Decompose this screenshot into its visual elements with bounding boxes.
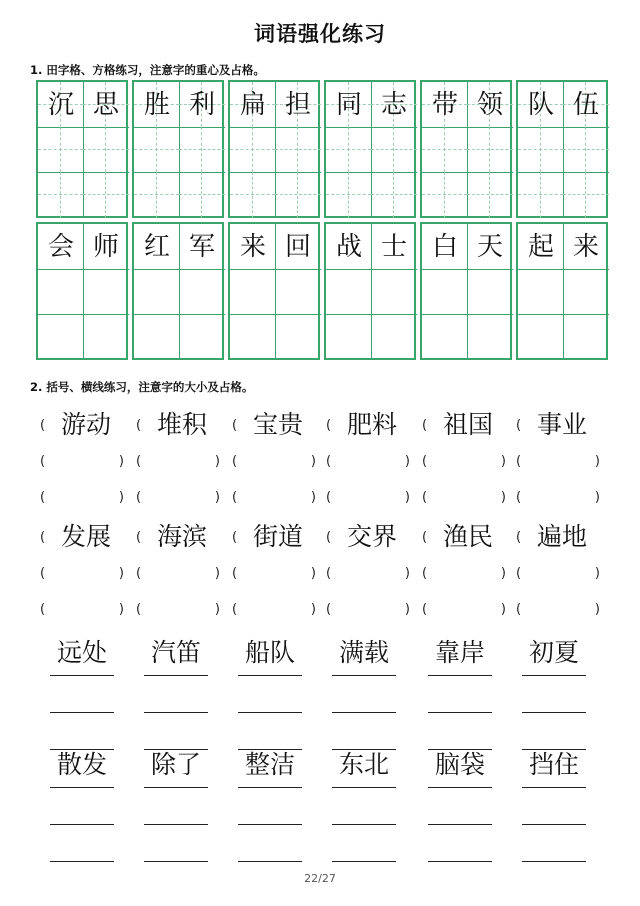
writing-cell[interactable] bbox=[230, 172, 276, 218]
paren-blank-item[interactable] bbox=[232, 480, 320, 516]
practice-word: 祖国 bbox=[442, 410, 493, 439]
practice-word: 海滨 bbox=[156, 522, 207, 551]
paren-word-item bbox=[232, 520, 320, 556]
section2-heading: 2. 括号、横线练习，注意字的大小及占格。 bbox=[30, 380, 254, 394]
underline-blank-item[interactable] bbox=[428, 822, 492, 862]
left-paren: ( bbox=[136, 454, 142, 469]
practice-word: 船队 bbox=[244, 638, 295, 667]
writing-cell[interactable] bbox=[179, 172, 225, 218]
underline-blank-item[interactable] bbox=[428, 673, 492, 713]
left-paren: ( bbox=[136, 602, 142, 617]
underline-blank-item[interactable] bbox=[522, 710, 586, 750]
left-paren: ( bbox=[136, 418, 142, 433]
underline-word-item bbox=[144, 636, 208, 676]
left-paren: ( bbox=[40, 454, 46, 469]
practice-word: 东北 bbox=[338, 750, 389, 779]
writing-cell[interactable] bbox=[467, 269, 513, 315]
writing-cell[interactable] bbox=[179, 269, 225, 315]
writing-cell[interactable] bbox=[422, 269, 468, 315]
left-paren: ( bbox=[136, 566, 142, 581]
right-paren: ) bbox=[118, 566, 124, 581]
paren-word-item bbox=[40, 520, 128, 556]
right-paren: ) bbox=[500, 490, 506, 505]
writing-cell[interactable] bbox=[326, 314, 372, 360]
underline-blank-item[interactable] bbox=[238, 673, 302, 713]
right-paren: ) bbox=[404, 454, 410, 469]
practice-word: 整洁 bbox=[244, 750, 295, 779]
paren-blank-item[interactable] bbox=[422, 444, 510, 480]
writing-cell[interactable] bbox=[467, 127, 513, 173]
right-paren: ) bbox=[214, 454, 220, 469]
paren-blank-item[interactable] bbox=[136, 556, 224, 592]
practice-word: 发展 bbox=[60, 522, 111, 551]
paren-blank-item[interactable] bbox=[40, 444, 128, 480]
writing-cell[interactable] bbox=[326, 172, 372, 218]
practice-grid-group bbox=[36, 80, 128, 218]
model-character: 胜 bbox=[143, 90, 170, 120]
practice-word: 散发 bbox=[56, 750, 107, 779]
model-character: 领 bbox=[476, 90, 503, 120]
practice-grid-group bbox=[516, 80, 608, 218]
underline-blank-item[interactable] bbox=[332, 710, 396, 750]
paren-blank-item[interactable] bbox=[232, 556, 320, 592]
writing-cell[interactable] bbox=[275, 269, 321, 315]
underline-word-item bbox=[332, 636, 396, 676]
practice-word: 初夏 bbox=[528, 638, 579, 667]
writing-cell[interactable] bbox=[518, 172, 564, 218]
left-paren: ( bbox=[516, 602, 522, 617]
paren-blank-item[interactable] bbox=[516, 556, 604, 592]
left-paren: ( bbox=[326, 602, 332, 617]
paren-word-item bbox=[40, 408, 128, 444]
practice-grid-group bbox=[420, 222, 512, 360]
underline-blank-item[interactable] bbox=[144, 822, 208, 862]
underline-blank-item[interactable] bbox=[522, 673, 586, 713]
right-paren: ) bbox=[214, 490, 220, 505]
underline-word-item bbox=[428, 636, 492, 676]
paren-word-item bbox=[232, 408, 320, 444]
paren-word-item bbox=[422, 408, 510, 444]
model-character: 利 bbox=[188, 90, 215, 120]
left-paren: ( bbox=[40, 566, 46, 581]
writing-cell[interactable] bbox=[371, 172, 417, 218]
writing-cell[interactable] bbox=[38, 314, 84, 360]
paren-blank-item[interactable] bbox=[136, 592, 224, 628]
left-paren: ( bbox=[232, 530, 238, 545]
right-paren: ) bbox=[118, 602, 124, 617]
writing-cell[interactable] bbox=[230, 314, 276, 360]
practice-word: 宝贵 bbox=[252, 410, 303, 439]
underline-blank-item[interactable] bbox=[144, 673, 208, 713]
left-paren: ( bbox=[422, 490, 428, 505]
paren-blank-item[interactable] bbox=[40, 556, 128, 592]
writing-cell[interactable] bbox=[134, 269, 180, 315]
practice-word: 渔民 bbox=[442, 522, 493, 551]
right-paren: ) bbox=[500, 454, 506, 469]
model-character: 伍 bbox=[572, 90, 599, 120]
practice-word: 靠岸 bbox=[434, 638, 485, 667]
right-paren: ) bbox=[310, 490, 316, 505]
model-character: 师 bbox=[92, 232, 119, 262]
model-character: 回 bbox=[284, 232, 311, 262]
practice-word: 满载 bbox=[338, 638, 389, 667]
right-paren: ) bbox=[594, 490, 600, 505]
right-paren: ) bbox=[404, 602, 410, 617]
paren-blank-item[interactable] bbox=[40, 480, 128, 516]
writing-cell[interactable] bbox=[83, 269, 129, 315]
right-paren: ) bbox=[500, 602, 506, 617]
section1-heading: 1. 田字格、方格练习，注意字的重心及占格。 bbox=[30, 63, 265, 77]
underline-blank-item[interactable] bbox=[144, 785, 208, 825]
paren-word-item bbox=[422, 520, 510, 556]
model-character: 担 bbox=[284, 90, 311, 120]
writing-cell[interactable] bbox=[467, 172, 513, 218]
underline-blank-item[interactable] bbox=[50, 785, 114, 825]
right-paren: ) bbox=[214, 566, 220, 581]
underline-blank-item[interactable] bbox=[522, 822, 586, 862]
paren-blank-item[interactable] bbox=[422, 556, 510, 592]
model-character: 来 bbox=[239, 232, 266, 262]
paren-word-item bbox=[326, 520, 414, 556]
right-paren: ) bbox=[500, 566, 506, 581]
model-character: 白 bbox=[431, 232, 458, 262]
practice-word: 交界 bbox=[346, 522, 397, 551]
practice-grid-group bbox=[228, 222, 320, 360]
practice-word: 游动 bbox=[60, 410, 111, 439]
underline-word-item bbox=[238, 748, 302, 788]
left-paren: ( bbox=[232, 490, 238, 505]
writing-cell[interactable] bbox=[134, 127, 180, 173]
left-paren: ( bbox=[40, 418, 46, 433]
underline-blank-item[interactable] bbox=[332, 785, 396, 825]
left-paren: ( bbox=[326, 490, 332, 505]
underline-blank-item[interactable] bbox=[144, 710, 208, 750]
left-paren: ( bbox=[40, 530, 46, 545]
left-paren: ( bbox=[422, 530, 428, 545]
practice-word: 堆积 bbox=[156, 410, 207, 439]
paren-word-item bbox=[136, 520, 224, 556]
writing-cell[interactable] bbox=[179, 127, 225, 173]
writing-cell[interactable] bbox=[326, 127, 372, 173]
paren-blank-item[interactable] bbox=[136, 444, 224, 480]
left-paren: ( bbox=[516, 566, 522, 581]
paren-word-item bbox=[516, 408, 604, 444]
paren-blank-item[interactable] bbox=[232, 444, 320, 480]
left-paren: ( bbox=[326, 530, 332, 545]
writing-cell[interactable] bbox=[371, 127, 417, 173]
writing-cell[interactable] bbox=[134, 172, 180, 218]
practice-grid-group bbox=[516, 222, 608, 360]
paren-blank-item[interactable] bbox=[326, 556, 414, 592]
practice-grid-group bbox=[420, 80, 512, 218]
underline-word-item bbox=[144, 748, 208, 788]
left-paren: ( bbox=[232, 454, 238, 469]
writing-cell[interactable] bbox=[230, 269, 276, 315]
left-paren: ( bbox=[516, 418, 522, 433]
writing-cell[interactable] bbox=[83, 172, 129, 218]
paren-blank-item[interactable] bbox=[136, 480, 224, 516]
practice-word: 除了 bbox=[150, 750, 201, 779]
writing-cell[interactable] bbox=[275, 172, 321, 218]
underline-blank-item[interactable] bbox=[428, 785, 492, 825]
writing-cell[interactable] bbox=[422, 127, 468, 173]
right-paren: ) bbox=[594, 566, 600, 581]
underline-word-item bbox=[522, 636, 586, 676]
tianzige-row bbox=[36, 80, 606, 218]
left-paren: ( bbox=[326, 418, 332, 433]
left-paren: ( bbox=[326, 566, 332, 581]
left-paren: ( bbox=[422, 602, 428, 617]
model-character: 天 bbox=[476, 232, 503, 262]
right-paren: ) bbox=[310, 602, 316, 617]
practice-word: 遍地 bbox=[536, 522, 587, 551]
writing-cell[interactable] bbox=[518, 127, 564, 173]
left-paren: ( bbox=[232, 418, 238, 433]
paren-blank-item[interactable] bbox=[516, 480, 604, 516]
writing-cell[interactable] bbox=[275, 314, 321, 360]
practice-word: 街道 bbox=[252, 522, 303, 551]
left-paren: ( bbox=[516, 490, 522, 505]
writing-cell[interactable] bbox=[518, 314, 564, 360]
writing-cell[interactable] bbox=[563, 172, 609, 218]
model-character: 战 bbox=[335, 232, 362, 262]
writing-cell[interactable] bbox=[38, 269, 84, 315]
practice-word: 肥料 bbox=[346, 410, 397, 439]
writing-cell[interactable] bbox=[38, 127, 84, 173]
writing-cell[interactable] bbox=[563, 314, 609, 360]
model-character: 同 bbox=[335, 90, 362, 120]
writing-line bbox=[522, 861, 586, 862]
writing-line bbox=[144, 861, 208, 862]
practice-word: 远处 bbox=[56, 638, 107, 667]
paren-blank-item[interactable] bbox=[516, 592, 604, 628]
writing-cell[interactable] bbox=[563, 127, 609, 173]
underline-word-item bbox=[428, 748, 492, 788]
left-paren: ( bbox=[136, 530, 142, 545]
paren-blank-item[interactable] bbox=[40, 592, 128, 628]
paren-blank-item[interactable] bbox=[422, 592, 510, 628]
model-character: 来 bbox=[572, 232, 599, 262]
writing-cell[interactable] bbox=[134, 314, 180, 360]
practice-word: 事业 bbox=[536, 410, 587, 439]
writing-cell[interactable] bbox=[518, 269, 564, 315]
model-character: 扁 bbox=[239, 90, 266, 120]
writing-line bbox=[50, 861, 114, 862]
practice-grid-group bbox=[132, 222, 224, 360]
paren-word-item bbox=[136, 408, 224, 444]
left-paren: ( bbox=[422, 566, 428, 581]
writing-line bbox=[428, 861, 492, 862]
model-character: 队 bbox=[527, 90, 554, 120]
practice-grid-group bbox=[36, 222, 128, 360]
underline-word-item bbox=[332, 748, 396, 788]
underline-word-item bbox=[522, 748, 586, 788]
underline-blank-item[interactable] bbox=[238, 785, 302, 825]
practice-word: 挡住 bbox=[528, 750, 579, 779]
writing-cell[interactable] bbox=[371, 269, 417, 315]
practice-grid-group bbox=[132, 80, 224, 218]
writing-cell[interactable] bbox=[467, 314, 513, 360]
model-character: 士 bbox=[380, 232, 407, 262]
writing-cell[interactable] bbox=[83, 127, 129, 173]
underline-blank-item[interactable] bbox=[238, 710, 302, 750]
left-paren: ( bbox=[232, 602, 238, 617]
right-paren: ) bbox=[310, 454, 316, 469]
writing-cell[interactable] bbox=[371, 314, 417, 360]
page-number: 22/27 bbox=[304, 872, 336, 885]
left-paren: ( bbox=[422, 418, 428, 433]
practice-word: 脑袋 bbox=[434, 750, 485, 779]
right-paren: ) bbox=[118, 490, 124, 505]
paren-blank-item[interactable] bbox=[326, 480, 414, 516]
right-paren: ) bbox=[594, 602, 600, 617]
paren-blank-item[interactable] bbox=[422, 480, 510, 516]
page-title: 词语强化练习 bbox=[254, 22, 386, 46]
model-character: 会 bbox=[47, 232, 74, 262]
model-character: 志 bbox=[380, 90, 407, 120]
model-character: 思 bbox=[92, 90, 119, 120]
underline-blank-item[interactable] bbox=[50, 673, 114, 713]
writing-cell[interactable] bbox=[179, 314, 225, 360]
left-paren: ( bbox=[422, 454, 428, 469]
model-character: 红 bbox=[143, 232, 170, 262]
left-paren: ( bbox=[40, 602, 46, 617]
underline-word-item bbox=[50, 636, 114, 676]
writing-cell[interactable] bbox=[275, 127, 321, 173]
paren-blank-item[interactable] bbox=[232, 592, 320, 628]
left-paren: ( bbox=[516, 530, 522, 545]
writing-cell[interactable] bbox=[563, 269, 609, 315]
paren-word-item bbox=[516, 520, 604, 556]
underline-blank-item[interactable] bbox=[522, 785, 586, 825]
right-paren: ) bbox=[594, 454, 600, 469]
practice-grid-group bbox=[228, 80, 320, 218]
underline-word-item bbox=[238, 636, 302, 676]
writing-line bbox=[332, 861, 396, 862]
model-character: 带 bbox=[431, 90, 458, 120]
paren-blank-item[interactable] bbox=[326, 592, 414, 628]
model-character: 军 bbox=[188, 232, 215, 262]
writing-cell[interactable] bbox=[38, 172, 84, 218]
fangge-row bbox=[36, 222, 606, 360]
right-paren: ) bbox=[404, 490, 410, 505]
paren-blank-item[interactable] bbox=[326, 444, 414, 480]
right-paren: ) bbox=[404, 566, 410, 581]
left-paren: ( bbox=[232, 566, 238, 581]
left-paren: ( bbox=[326, 454, 332, 469]
underline-blank-item[interactable] bbox=[238, 822, 302, 862]
underline-blank-item[interactable] bbox=[428, 710, 492, 750]
writing-cell[interactable] bbox=[326, 269, 372, 315]
writing-cell[interactable] bbox=[422, 172, 468, 218]
underline-word-item bbox=[50, 748, 114, 788]
writing-cell[interactable] bbox=[422, 314, 468, 360]
underline-blank-item[interactable] bbox=[50, 822, 114, 862]
right-paren: ) bbox=[118, 454, 124, 469]
left-paren: ( bbox=[40, 490, 46, 505]
paren-word-item bbox=[326, 408, 414, 444]
left-paren: ( bbox=[136, 490, 142, 505]
model-character: 沉 bbox=[47, 90, 74, 120]
practice-word: 汽笛 bbox=[150, 638, 201, 667]
underline-blank-item[interactable] bbox=[332, 673, 396, 713]
writing-cell[interactable] bbox=[83, 314, 129, 360]
paren-blank-item[interactable] bbox=[516, 444, 604, 480]
writing-cell[interactable] bbox=[230, 127, 276, 173]
right-paren: ) bbox=[310, 566, 316, 581]
practice-grid-group bbox=[324, 222, 416, 360]
model-character: 起 bbox=[527, 232, 554, 262]
practice-grid-group bbox=[324, 80, 416, 218]
writing-line bbox=[238, 861, 302, 862]
underline-blank-item[interactable] bbox=[332, 822, 396, 862]
underline-blank-item[interactable] bbox=[50, 710, 114, 750]
left-paren: ( bbox=[516, 454, 522, 469]
right-paren: ) bbox=[214, 602, 220, 617]
